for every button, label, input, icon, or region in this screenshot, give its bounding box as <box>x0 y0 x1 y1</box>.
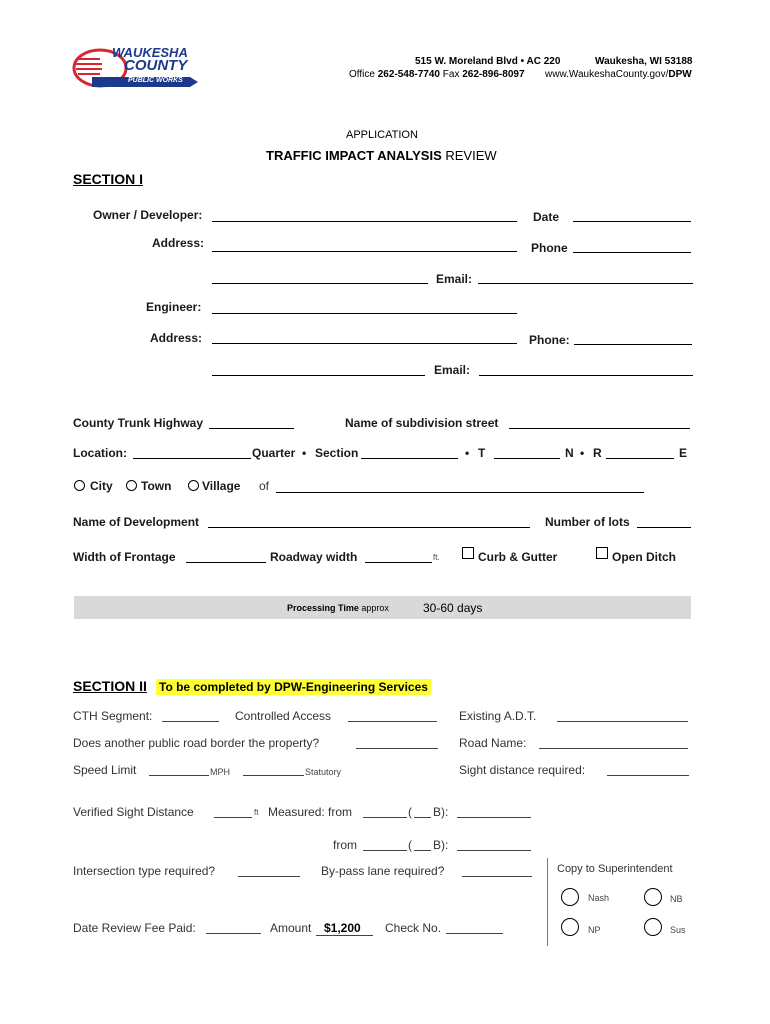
bullet-2: • <box>465 446 470 460</box>
controlled-access-field[interactable] <box>348 721 437 722</box>
date-label: Date <box>533 210 560 224</box>
header-contact: Office 262-548-7740 Fax 262-896-8097 <box>349 69 525 80</box>
verified-sight-distance-field[interactable] <box>214 817 252 818</box>
public-road-border-field[interactable] <box>356 748 438 749</box>
number-of-lots-label: Number of lots <box>545 515 630 529</box>
curb-gutter-label: Curb & Gutter <box>478 550 558 564</box>
owner-email-field[interactable] <box>478 283 693 284</box>
town-radio[interactable] <box>126 480 137 491</box>
verified-ft-unit: ft <box>254 808 259 817</box>
owner-developer-label: Owner / Developer: <box>93 208 203 222</box>
measured-from-field-1[interactable] <box>363 817 407 818</box>
bullet-1: • <box>302 446 307 460</box>
engineer-phone-field[interactable] <box>574 344 692 345</box>
location-field[interactable] <box>133 458 251 459</box>
township-label: T <box>478 446 486 460</box>
nash-radio[interactable] <box>561 888 579 906</box>
engineer-field[interactable] <box>212 313 517 314</box>
public-road-border-label: Does another public road border the property? <box>73 736 320 750</box>
city-label: City <box>90 479 113 493</box>
city-radio[interactable] <box>74 480 85 491</box>
mph-unit: MPH <box>210 767 230 777</box>
county-logo <box>72 44 204 90</box>
np-radio[interactable] <box>561 918 579 936</box>
paren-2: ( <box>408 838 412 852</box>
statutory-unit: Statutory <box>305 767 342 777</box>
open-ditch-checkbox[interactable] <box>596 547 608 559</box>
header-city: Waukesha, WI 53188 <box>595 56 693 67</box>
nb-radio[interactable] <box>644 888 662 906</box>
processing-time-label: Processing Time approx <box>287 603 389 613</box>
cth-segment-field[interactable] <box>162 721 219 722</box>
nash-label: Nash <box>588 893 610 903</box>
speed-limit-statutory-field[interactable] <box>243 775 304 776</box>
measured-b-field-1[interactable] <box>457 817 531 818</box>
speed-limit-mph-field[interactable] <box>149 775 209 776</box>
application-label: APPLICATION <box>346 129 418 141</box>
existing-adt-label: Existing A.D.T. <box>459 709 537 723</box>
sight-distance-required-field[interactable] <box>607 775 689 776</box>
dpw-engineering-highlight: To be completed by DPW-Engineering Services <box>156 679 431 695</box>
logo-text-county: COUNTY <box>124 57 188 74</box>
b-label-1: B): <box>433 805 449 819</box>
township-field[interactable] <box>494 458 560 459</box>
nb-label: NB <box>670 894 683 904</box>
roadway-ft-unit: ft. <box>433 553 440 562</box>
owner-developer-field[interactable] <box>212 221 517 222</box>
section-2-heading: SECTION II <box>73 678 147 694</box>
measured-from-field-2[interactable] <box>363 850 407 851</box>
roadway-width-field[interactable] <box>365 562 432 563</box>
subdivision-street-label: Name of subdivision street <box>345 416 499 430</box>
paren-1: ( <box>408 805 412 819</box>
width-of-frontage-field[interactable] <box>186 562 266 563</box>
copy-to-superintendent-label: Copy to Superintendent <box>557 863 673 875</box>
owner-phone-label: Phone <box>531 241 568 255</box>
town-label: Town <box>141 479 172 493</box>
owner-address-field[interactable] <box>212 251 517 252</box>
header-website[interactable]: www.WaukeshaCounty.gov/DPW <box>545 69 692 80</box>
logo-text-public-works: PUBLIC WORKS <box>128 77 183 84</box>
measured-direction-field-1[interactable] <box>414 817 431 818</box>
intersection-type-label: Intersection type required? <box>73 864 216 878</box>
engineer-address-label: Address: <box>150 331 203 345</box>
east-label: E <box>679 446 688 460</box>
date-field[interactable] <box>573 221 691 222</box>
date-review-fee-paid-label: Date Review Fee Paid: <box>73 921 196 935</box>
owner-phone-field[interactable] <box>573 252 691 253</box>
section-1-heading: SECTION I <box>73 171 144 187</box>
measured-b-field-2[interactable] <box>457 850 531 851</box>
amount-value: $1,200 <box>316 921 373 936</box>
curb-gutter-checkbox[interactable] <box>462 547 474 559</box>
engineer-email-field[interactable] <box>479 375 693 376</box>
existing-adt-field[interactable] <box>557 721 688 722</box>
bypass-lane-label: By-pass lane required? <box>321 864 445 878</box>
road-name-field[interactable] <box>539 748 688 749</box>
sus-label: Sus <box>670 925 686 935</box>
measured-direction-field-2[interactable] <box>414 850 431 851</box>
name-of-development-field[interactable] <box>208 527 530 528</box>
measured-from-label: Measured: from <box>268 805 353 819</box>
county-trunk-highway-label: County Trunk Highway <box>73 416 204 430</box>
from-label: from <box>333 838 357 852</box>
subdivision-street-field[interactable] <box>509 428 690 429</box>
header-address: 515 W. Moreland Blvd • AC 220 <box>415 56 561 67</box>
section-field[interactable] <box>361 458 458 459</box>
engineer-address-line2-field[interactable] <box>212 375 425 376</box>
section-label: Section <box>315 446 359 460</box>
logo-text-waukesha: WAUKESHA <box>112 45 188 60</box>
quarter-label: Quarter <box>252 446 296 460</box>
processing-days-value: 30-60 days <box>423 601 483 615</box>
of-label: of <box>259 479 270 493</box>
engineer-email-label: Email: <box>434 363 471 377</box>
b-label-2: B): <box>433 838 449 852</box>
village-label: Village <box>202 479 241 493</box>
bullet-3: • <box>580 446 585 460</box>
road-name-label: Road Name: <box>459 736 527 750</box>
county-trunk-highway-field[interactable] <box>209 428 294 429</box>
engineer-label: Engineer: <box>146 300 202 314</box>
superintendent-divider <box>547 858 548 946</box>
verified-sight-distance-label: Verified Sight Distance <box>73 805 194 819</box>
speed-limit-label: Speed Limit <box>73 763 137 777</box>
owner-email-label: Email: <box>436 272 473 286</box>
open-ditch-label: Open Ditch <box>612 550 677 564</box>
range-field[interactable] <box>606 458 674 459</box>
page-title: TRAFFIC IMPACT ANALYSIS REVIEW <box>266 148 497 163</box>
intersection-type-field[interactable] <box>238 876 300 877</box>
range-label: R <box>593 446 602 460</box>
bypass-lane-field[interactable] <box>462 876 532 877</box>
north-label: N <box>565 446 574 460</box>
amount-label: Amount <box>270 921 312 935</box>
width-of-frontage-label: Width of Frontage <box>73 550 176 564</box>
np-label: NP <box>588 925 601 935</box>
sight-distance-required-label: Sight distance required: <box>459 763 586 777</box>
municipality-field[interactable] <box>276 492 644 493</box>
engineer-address-field[interactable] <box>212 343 517 344</box>
number-of-lots-field[interactable] <box>637 527 691 528</box>
check-no-label: Check No. <box>385 921 442 935</box>
sus-radio[interactable] <box>644 918 662 936</box>
check-no-field[interactable] <box>446 933 503 934</box>
cth-segment-label: CTH Segment: <box>73 709 153 723</box>
controlled-access-label: Controlled Access <box>235 709 332 723</box>
location-label: Location: <box>73 446 127 460</box>
engineer-phone-label: Phone: <box>529 333 570 347</box>
owner-address-label: Address: <box>152 236 205 250</box>
name-of-development-label: Name of Development <box>73 515 200 529</box>
owner-address-line2-field[interactable] <box>212 283 428 284</box>
village-radio[interactable] <box>188 480 199 491</box>
roadway-width-label: Roadway width <box>270 550 358 564</box>
date-review-fee-paid-field[interactable] <box>206 933 261 934</box>
